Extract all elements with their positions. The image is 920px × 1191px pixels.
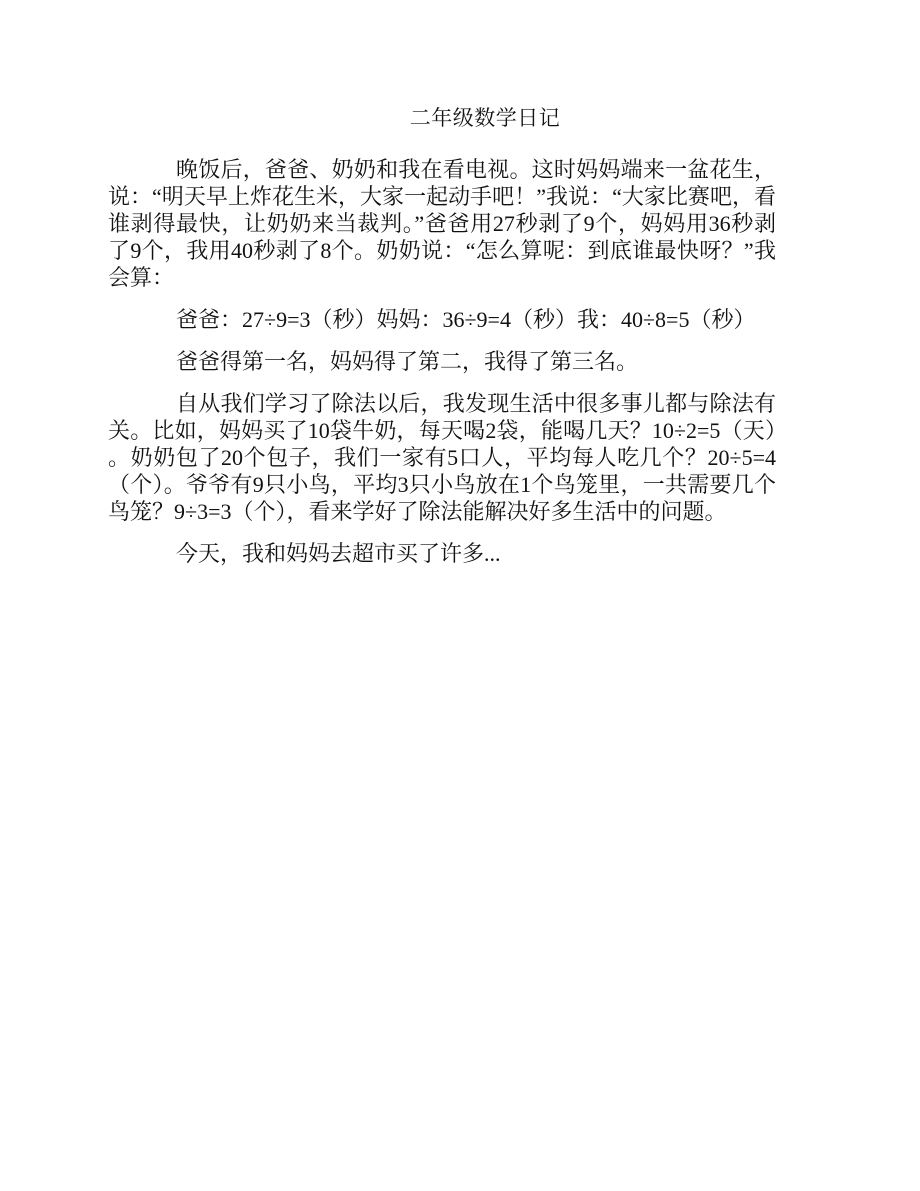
paragraph-ranking: 爸爸得第一名，妈妈得了第二，我得了第三名。 — [176, 349, 639, 374]
paragraph-peanut-story: 晚饭后，爸爸、奶奶和我在看电视。这时妈妈端来一盆花生，说：“明天早上炸花生米，大家一起动手吧！”我说：“大家比赛吧，看谁剥得最快，让奶奶来当裁判。”爸爸用27秒剥了9个，妈妈用36秒剥了9个，我用40秒剥了8个。奶奶说：“怎么算呢：到底谁最快呀？”我会算： — [108, 157, 776, 290]
paragraph-division-examples: 自从我们学习了除法以后，我发现生活中很多事儿都与除法有关。比如，妈妈买了10袋牛奶，每天喝2袋，能喝几天？10÷2=5（天）。奶奶包了20个包子，我们一家有5口人，平均每人吃几个？20÷5=4（个）。爷爷有9只小鸟，平均3只小鸟放在1个鸟笼里，一共需要几个鸟笼？9÷3=3（个），看来学好了除法能解决好多生活中的问题。 — [108, 391, 776, 524]
document-title: 二年级数学日记 — [409, 106, 561, 130]
paragraph-equations: 爸爸：27÷9=3（秒）妈妈：36÷9=4（秒）我：40÷8=5（秒） — [176, 307, 756, 332]
document-content — [108, 105, 776, 582]
paragraph-ending: 今天，我和妈妈去超市买了许多... — [176, 541, 501, 566]
